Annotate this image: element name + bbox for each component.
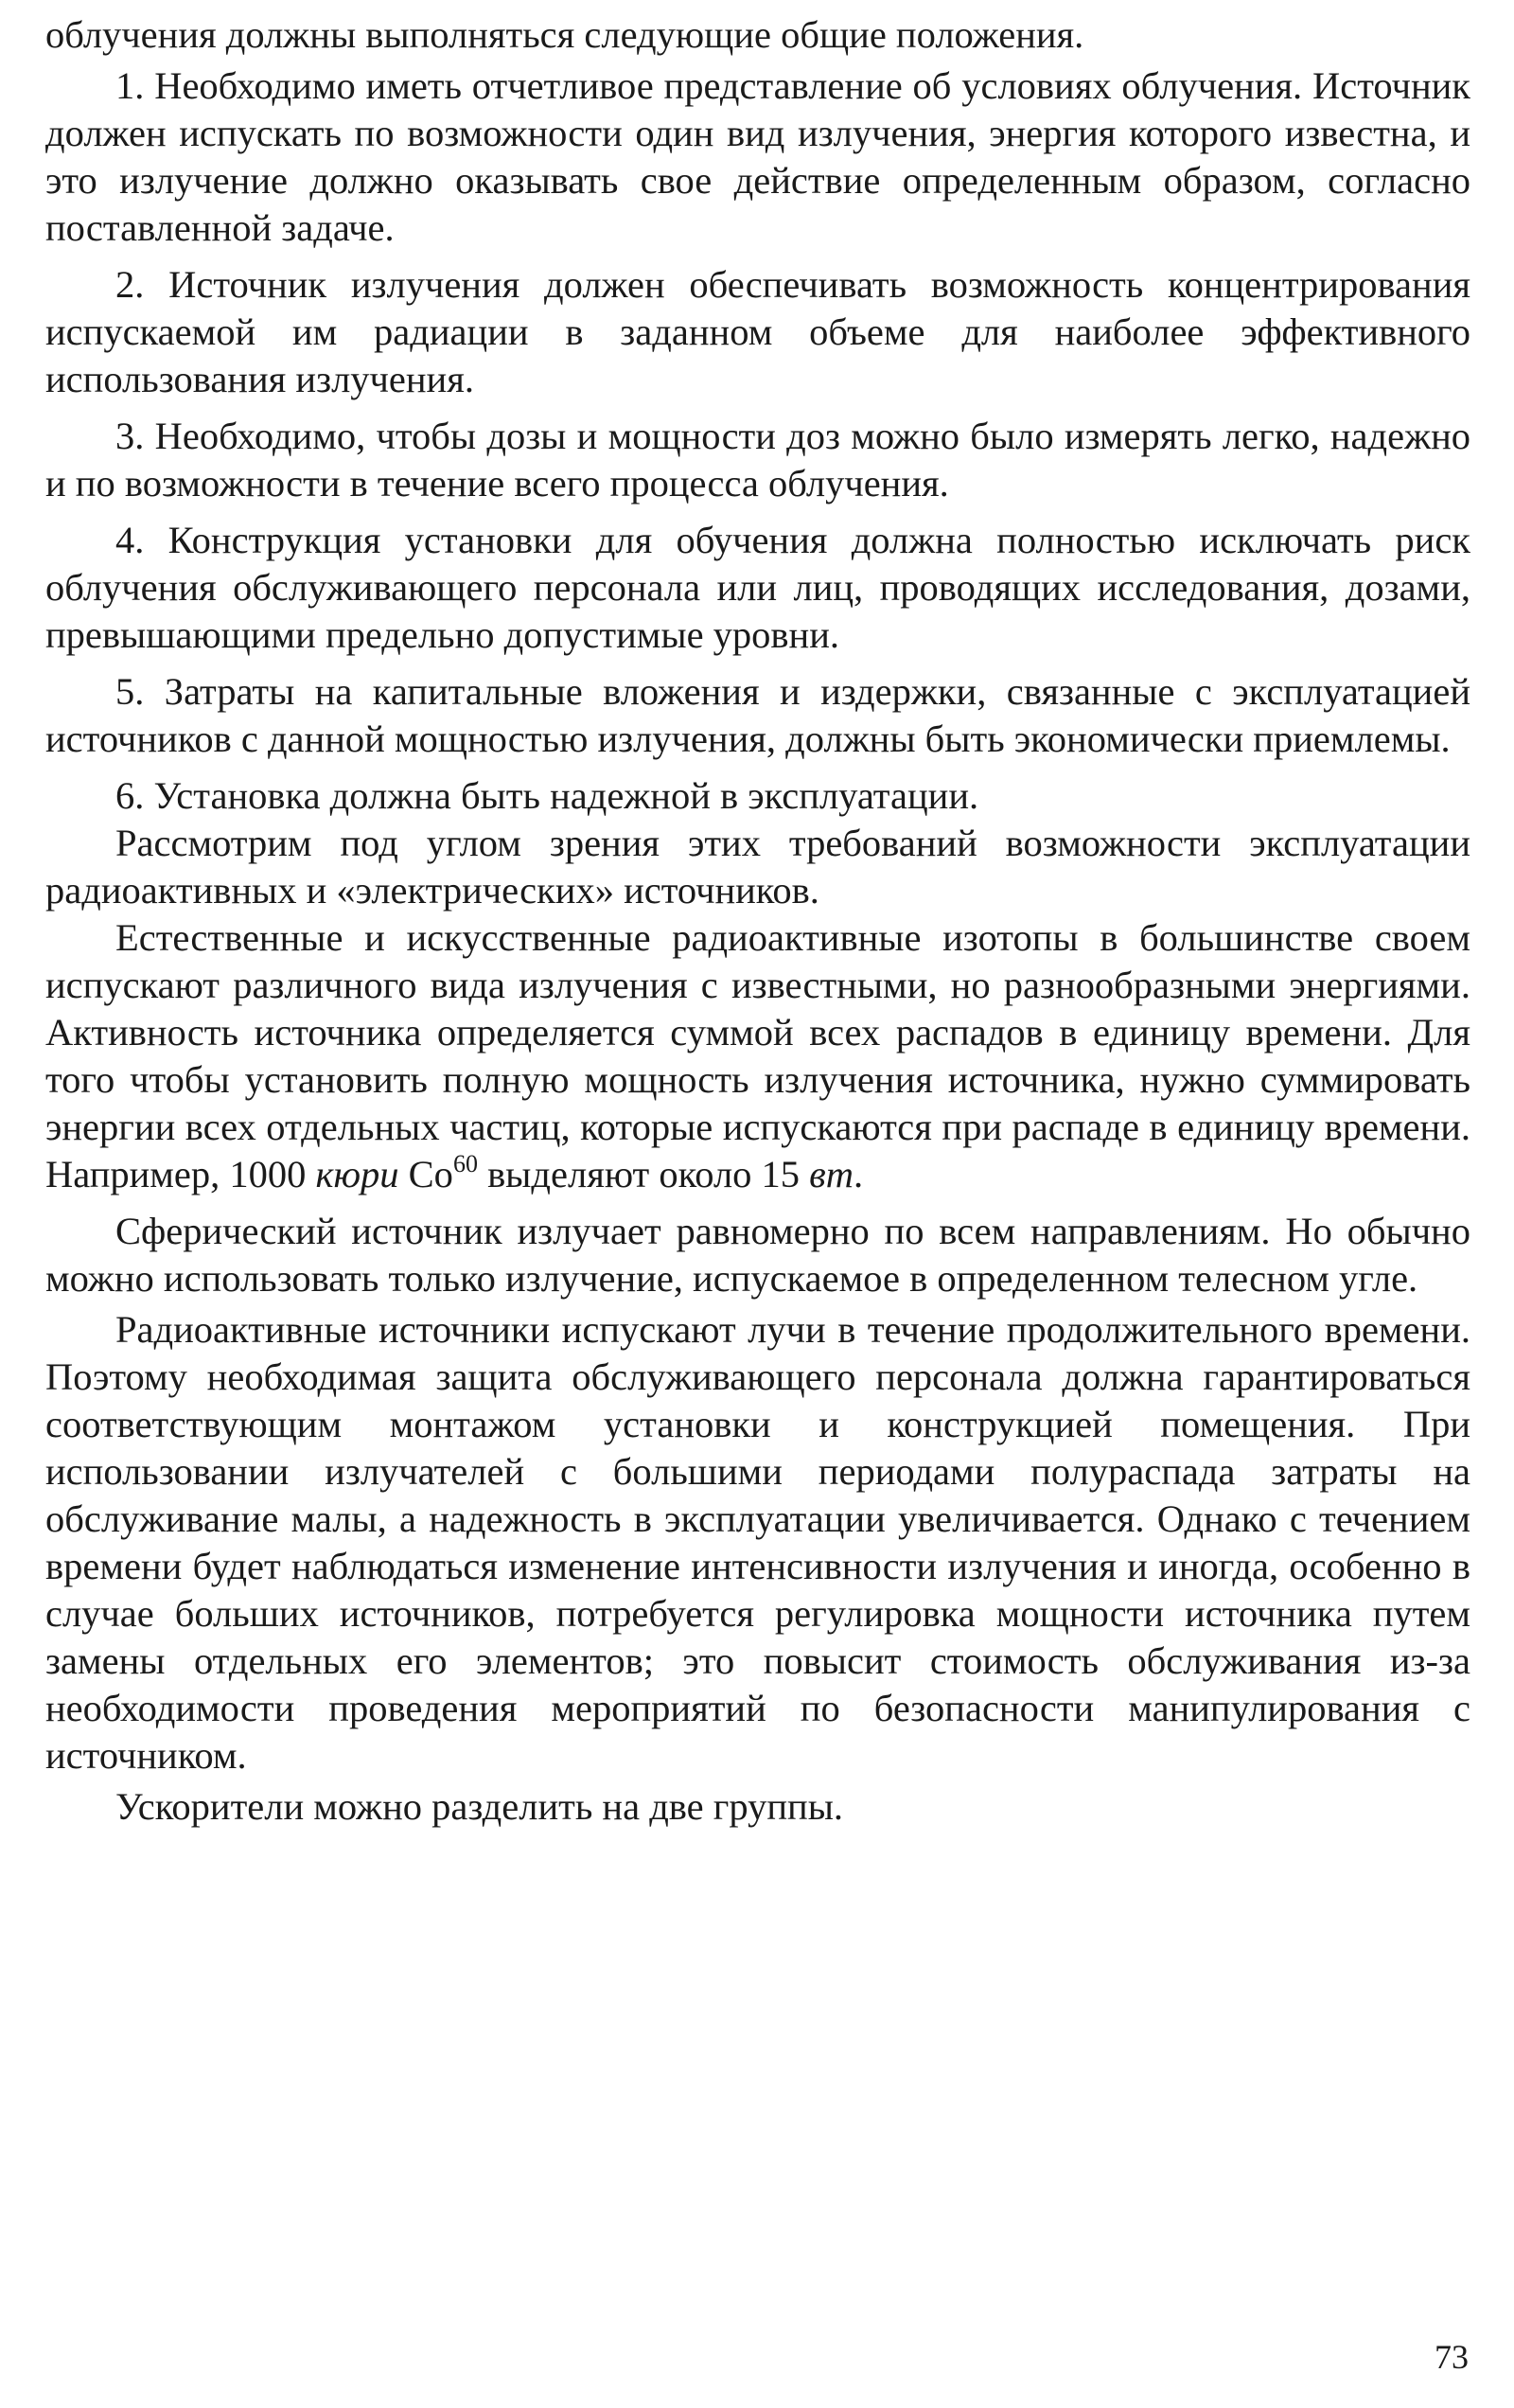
paragraph-radioactive-sources: Радиоактивные источники испускают лучи в течение продолжительного времени. Поэтому необходимая защита обслуживающего персонала должна гарантироваться соответствующим монтажом установки и конструкцией помещения. При использовании излучателей с большими периодами полураспада затраты на обслуживание малы, а надежность в эксплуатации увеличивается. Однако с течением времени будет наблюдаться изменение интенсивности излучения и иногда, особенно в случае больших источников, потребуется регулировка мощности источника путем замены отдельных его элементов; это повысит стоимость обслуживания из-за необходимости проведения мероприятий по безопасности манипулирования с источником. bbox=[45, 1308, 1470, 1777]
isotopes-text-before: Естественные и искусственные радиоактивные изотопы в большинстве своем испускают различного вида излучения с известными, но разнообразными энергиями. Активность источника определяется суммой всех распадов в единицу времени. Для того чтобы установить полную мощность излучения источника, нужно суммировать энергии всех отдельных частиц, которые испускаются при распаде в единицу времени. Например, 1000 bbox=[45, 916, 1470, 1195]
curie-unit: кюри bbox=[315, 1153, 399, 1195]
requirement-1: 1. Необходимо иметь отчетливое представление об условиях облучения. Источник должен испускать по возможности один вид излучения, энергия которого известна, и это излучение должно оказывать свое действие определенным образом, согласно поставленной задаче. bbox=[45, 64, 1470, 249]
paragraph-accelerators: Ускорители можно разделить на две группы. bbox=[115, 1785, 844, 1828]
paragraph-requirements-discussion: Рассмотрим под углом зрения этих требований возможности эксплуатации радиоактивных и «электрических» источников. bbox=[45, 822, 1470, 912]
requirement-3: 3. Необходимо, чтобы дозы и мощности доз можно было измерять легко, надежно и по возможности в течение всего процесса облучения. bbox=[45, 415, 1470, 505]
book-page bbox=[45, 11, 1470, 1831]
page-number: 73 bbox=[1435, 2338, 1469, 2376]
requirement-6: 6. Установка должна быть надежной в эксплуатации. bbox=[115, 774, 979, 817]
paragraph-radioactive-isotopes bbox=[45, 914, 1470, 1198]
requirement-4: 4. Конструкция установки для обучения должна полностью исключать риск облучения обслуживающего персонала или лиц, проводящих исследования, дозами, превышающими предельно допустимые уровни. bbox=[45, 519, 1470, 656]
requirement-2: 2. Источник излучения должен обеспечивать возможность концентрирования испускаемой им радиации в заданном объеме для наиболее эффективного использования излучения. bbox=[45, 263, 1470, 400]
watt-unit: вт bbox=[809, 1153, 854, 1195]
isotopes-text-after: выделяют около 15 bbox=[487, 1153, 801, 1195]
cobalt-isotope-number: 60 bbox=[452, 1150, 478, 1177]
requirement-5: 5. Затраты на капитальные вложения и издержки, связанные с эксплуатацией источников с данной мощностью излучения, должны быть экономически приемлемы. bbox=[45, 670, 1470, 760]
paragraph-spherical-source: Сферический источник излучает равномерно по всем направлениям. Но обычно можно использовать только излучение, испускаемое в определенном телесном угле. bbox=[45, 1210, 1470, 1300]
cobalt-symbol: Co bbox=[408, 1153, 453, 1195]
sentence-end: . bbox=[854, 1153, 864, 1195]
paragraph-continuation: облучения должны выполняться следующие общие положения. bbox=[45, 13, 1084, 56]
